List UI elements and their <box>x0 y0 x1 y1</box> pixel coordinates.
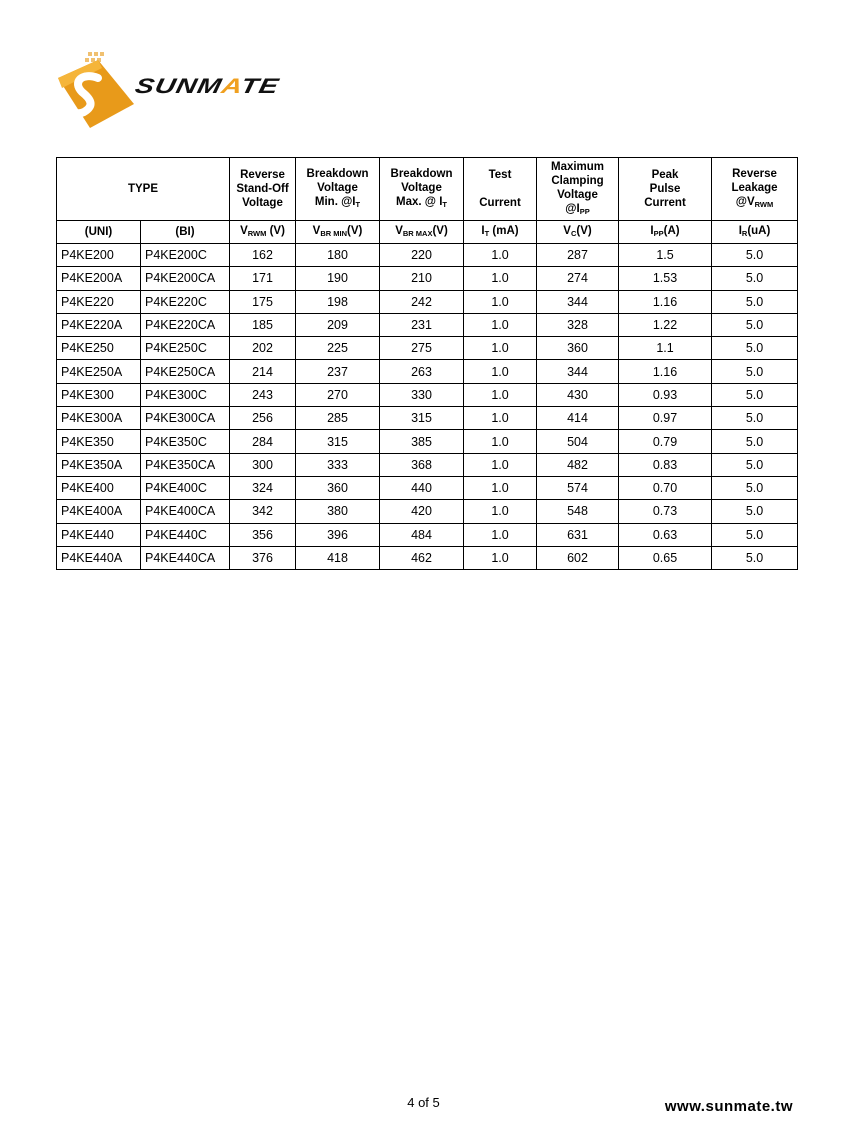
cell-vrwm: 324 <box>230 476 296 499</box>
cell-ipp: 1.5 <box>619 244 712 267</box>
reverse-standoff-header: Reverse Stand-Off Voltage <box>230 158 296 221</box>
cell-vc: 328 <box>537 313 619 336</box>
cell-vc: 344 <box>537 290 619 313</box>
test-current-header: Test Current <box>464 158 537 221</box>
cell-vc: 414 <box>537 407 619 430</box>
cell-vc: 574 <box>537 476 619 499</box>
cell-uni: P4KE200 <box>57 244 141 267</box>
cell-vbr-max: 462 <box>380 546 464 569</box>
cell-vbr-min: 396 <box>296 523 380 546</box>
cell-it: 1.0 <box>464 290 537 313</box>
table-row <box>57 500 798 523</box>
cell-it: 1.0 <box>464 476 537 499</box>
cell-ir: 5.0 <box>712 290 798 313</box>
cell-it: 1.0 <box>464 244 537 267</box>
cell-vbr-min: 190 <box>296 267 380 290</box>
cell-uni: P4KE440 <box>57 523 141 546</box>
table-row <box>57 407 798 430</box>
cell-uni: P4KE440A <box>57 546 141 569</box>
cell-vbr-min: 380 <box>296 500 380 523</box>
cell-ir: 5.0 <box>712 453 798 476</box>
cell-ipp: 0.70 <box>619 476 712 499</box>
cell-vbr-min: 315 <box>296 430 380 453</box>
vc-unit: $V_C(V)$ <box>537 221 619 244</box>
header-row <box>57 158 798 221</box>
cell-it: 1.0 <box>464 407 537 430</box>
page-number: 4 of 5 <box>407 1095 440 1110</box>
table-row <box>57 523 798 546</box>
cell-vc: 344 <box>537 360 619 383</box>
cell-ipp: 0.93 <box>619 383 712 406</box>
logo-emblem-icon <box>54 48 138 134</box>
cell-vc: 548 <box>537 500 619 523</box>
ir-unit: $I_R(uA)$ <box>712 221 798 244</box>
website-url[interactable]: www.sunmate.tw <box>664 1098 793 1115</box>
cell-vc: 287 <box>537 244 619 267</box>
breakdown-min-header: Breakdown Voltage Min. $@I_T$ <box>296 158 380 221</box>
cell-ir: 5.0 <box>712 476 798 499</box>
cell-it: 1.0 <box>464 360 537 383</box>
reverse-leakage-header: Reverse Leakage $@V_{RWM}$ <box>712 158 798 221</box>
table-row <box>57 267 798 290</box>
uni-unit: (UNI) <box>57 221 141 244</box>
cell-vc: 274 <box>537 267 619 290</box>
vrwm-unit: $V_{RWM}$ (V) <box>230 221 296 244</box>
cell-ir: 5.0 <box>712 523 798 546</box>
cell-vbr-max: 330 <box>380 383 464 406</box>
cell-vc: 504 <box>537 430 619 453</box>
cell-vrwm: 342 <box>230 500 296 523</box>
cell-ipp: 0.73 <box>619 500 712 523</box>
cell-ipp: 1.16 <box>619 360 712 383</box>
cell-vc: 430 <box>537 383 619 406</box>
cell-bi: P4KE440CA <box>141 546 230 569</box>
cell-vbr-max: 263 <box>380 360 464 383</box>
cell-ipp: 0.83 <box>619 453 712 476</box>
cell-vbr-max: 275 <box>380 337 464 360</box>
table-row <box>57 546 798 569</box>
cell-ir: 5.0 <box>712 244 798 267</box>
ipp-unit: $I_{PP}(A)$ <box>619 221 712 244</box>
cell-vc: 631 <box>537 523 619 546</box>
it-unit: $I_T$ (mA) <box>464 221 537 244</box>
cell-bi: P4KE440C <box>141 523 230 546</box>
cell-vbr-max: 385 <box>380 430 464 453</box>
cell-ipp: 1.1 <box>619 337 712 360</box>
cell-uni: P4KE400 <box>57 476 141 499</box>
units-row <box>57 221 798 244</box>
cell-bi: P4KE250C <box>141 337 230 360</box>
cell-vbr-min: 333 <box>296 453 380 476</box>
cell-vbr-min: 180 <box>296 244 380 267</box>
max-clamping-header: Maximum Clamping Voltage $@I_{PP}$ <box>537 158 619 221</box>
cell-ipp: 1.22 <box>619 313 712 336</box>
cell-vbr-min: 418 <box>296 546 380 569</box>
cell-ir: 5.0 <box>712 360 798 383</box>
cell-uni: P4KE350 <box>57 430 141 453</box>
cell-vbr-max: 220 <box>380 244 464 267</box>
cell-ir: 5.0 <box>712 267 798 290</box>
cell-vrwm: 376 <box>230 546 296 569</box>
cell-vrwm: 300 <box>230 453 296 476</box>
cell-vbr-max: 242 <box>380 290 464 313</box>
cell-vbr-min: 198 <box>296 290 380 313</box>
cell-ipp: 0.97 <box>619 407 712 430</box>
cell-vbr-max: 210 <box>380 267 464 290</box>
cell-bi: P4KE300CA <box>141 407 230 430</box>
cell-vrwm: 175 <box>230 290 296 313</box>
cell-ipp: 0.65 <box>619 546 712 569</box>
table-row <box>57 244 798 267</box>
cell-bi: P4KE350C <box>141 430 230 453</box>
cell-bi: P4KE250CA <box>141 360 230 383</box>
cell-bi: P4KE200C <box>141 244 230 267</box>
cell-bi: P4KE350CA <box>141 453 230 476</box>
cell-ir: 5.0 <box>712 313 798 336</box>
cell-it: 1.0 <box>464 500 537 523</box>
cell-it: 1.0 <box>464 313 537 336</box>
cell-vbr-min: 237 <box>296 360 380 383</box>
cell-vbr-max: 315 <box>380 407 464 430</box>
cell-vc: 482 <box>537 453 619 476</box>
cell-vbr-min: 270 <box>296 383 380 406</box>
type-header: TYPE <box>57 158 230 221</box>
cell-uni: P4KE300 <box>57 383 141 406</box>
vbr-min-unit: $V_{BR MIN}(V)$ <box>296 221 380 244</box>
cell-ipp: 0.79 <box>619 430 712 453</box>
table-row <box>57 360 798 383</box>
cell-vbr-max: 440 <box>380 476 464 499</box>
cell-it: 1.0 <box>464 523 537 546</box>
sunmate-logo <box>54 48 304 134</box>
cell-vbr-min: 225 <box>296 337 380 360</box>
cell-vbr-max: 231 <box>380 313 464 336</box>
cell-ir: 5.0 <box>712 500 798 523</box>
cell-vbr-max: 420 <box>380 500 464 523</box>
cell-uni: P4KE400A <box>57 500 141 523</box>
cell-it: 1.0 <box>464 267 537 290</box>
cell-ir: 5.0 <box>712 430 798 453</box>
cell-uni: P4KE220A <box>57 313 141 336</box>
vbr-max-unit: $V_{BR MAX}(V)$ <box>380 221 464 244</box>
cell-vrwm: 356 <box>230 523 296 546</box>
cell-vbr-min: 285 <box>296 407 380 430</box>
cell-uni: P4KE200A <box>57 267 141 290</box>
cell-vbr-min: 360 <box>296 476 380 499</box>
cell-ir: 5.0 <box>712 337 798 360</box>
cell-vrwm: 243 <box>230 383 296 406</box>
cell-vbr-max: 368 <box>380 453 464 476</box>
cell-vrwm: 162 <box>230 244 296 267</box>
cell-ir: 5.0 <box>712 546 798 569</box>
cell-vrwm: 214 <box>230 360 296 383</box>
cell-it: 1.0 <box>464 430 537 453</box>
table-row <box>57 430 798 453</box>
cell-vbr-max: 484 <box>380 523 464 546</box>
cell-ipp: 0.63 <box>619 523 712 546</box>
logo-wordmark: SUNMATE <box>133 74 282 98</box>
cell-vrwm: 171 <box>230 267 296 290</box>
cell-uni: P4KE350A <box>57 453 141 476</box>
table-row <box>57 290 798 313</box>
table-row <box>57 453 798 476</box>
cell-ir: 5.0 <box>712 407 798 430</box>
cell-vrwm: 256 <box>230 407 296 430</box>
cell-vrwm: 185 <box>230 313 296 336</box>
cell-bi: P4KE200CA <box>141 267 230 290</box>
bi-unit: (BI) <box>141 221 230 244</box>
cell-it: 1.0 <box>464 453 537 476</box>
cell-bi: P4KE400CA <box>141 500 230 523</box>
cell-uni: P4KE220 <box>57 290 141 313</box>
cell-uni: P4KE300A <box>57 407 141 430</box>
cell-ipp: 1.16 <box>619 290 712 313</box>
table-row <box>57 313 798 336</box>
cell-bi: P4KE300C <box>141 383 230 406</box>
cell-vbr-min: 209 <box>296 313 380 336</box>
table-row <box>57 337 798 360</box>
peak-pulse-header: Peak Pulse Current <box>619 158 712 221</box>
cell-it: 1.0 <box>464 337 537 360</box>
cell-it: 1.0 <box>464 546 537 569</box>
cell-vc: 602 <box>537 546 619 569</box>
table-row <box>57 476 798 499</box>
cell-vrwm: 284 <box>230 430 296 453</box>
cell-bi: P4KE220C <box>141 290 230 313</box>
cell-vrwm: 202 <box>230 337 296 360</box>
cell-bi: P4KE220CA <box>141 313 230 336</box>
cell-it: 1.0 <box>464 383 537 406</box>
cell-uni: P4KE250 <box>57 337 141 360</box>
cell-bi: P4KE400C <box>141 476 230 499</box>
specifications-table <box>56 157 798 570</box>
cell-uni: P4KE250A <box>57 360 141 383</box>
table-row <box>57 383 798 406</box>
cell-ipp: 1.53 <box>619 267 712 290</box>
cell-vc: 360 <box>537 337 619 360</box>
breakdown-max-header: Breakdown Voltage Max. @ $I_T$ <box>380 158 464 221</box>
cell-ir: 5.0 <box>712 383 798 406</box>
table-body <box>57 244 798 570</box>
